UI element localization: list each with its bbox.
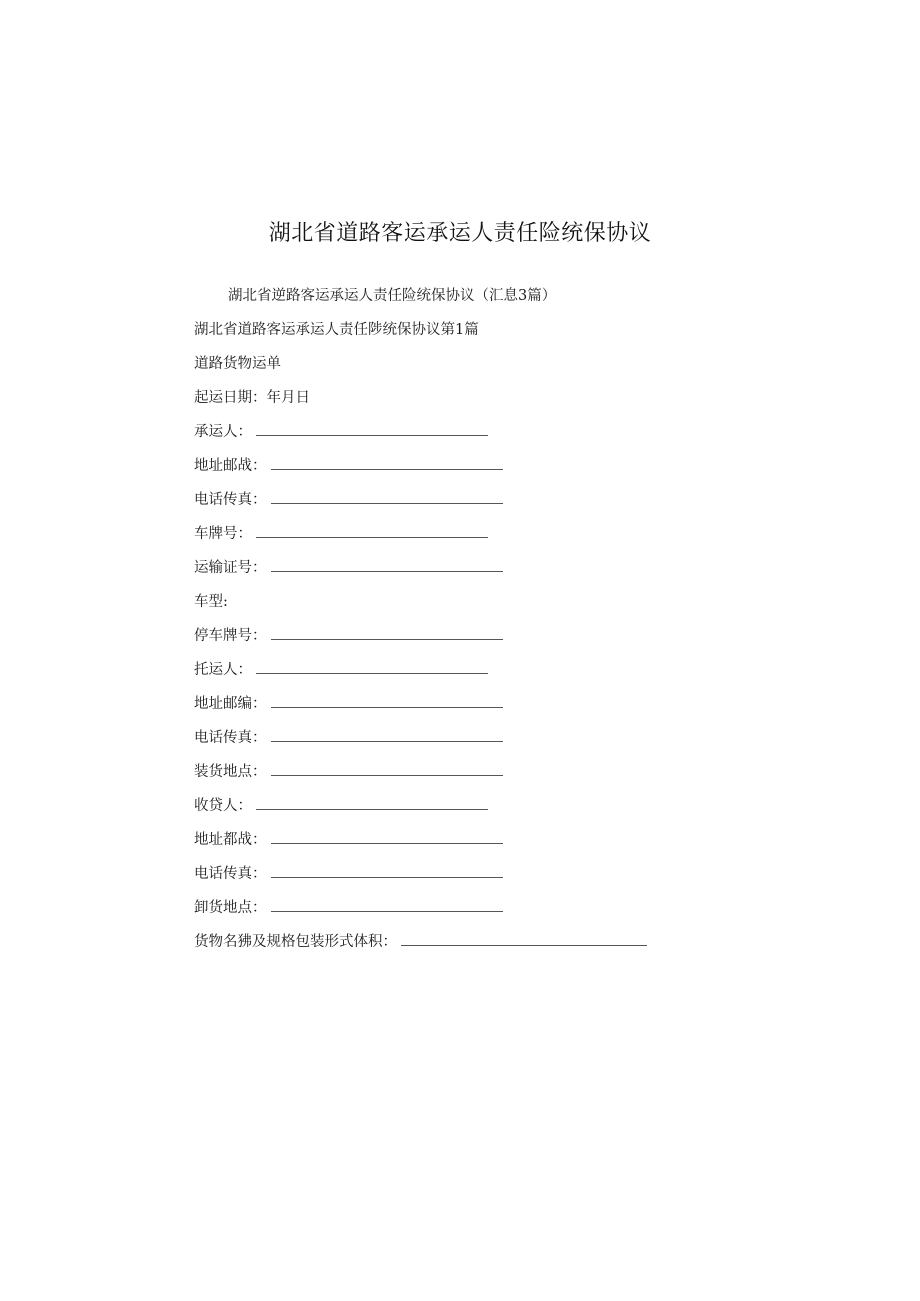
field-label: 地址都战：	[194, 832, 267, 848]
waybill-title: 道路货物运单	[194, 356, 281, 372]
field-cargo-spec	[194, 932, 647, 952]
field-loading-place	[194, 762, 503, 782]
field-label: 电话传真：	[194, 730, 267, 746]
field-shipper-address	[194, 694, 503, 714]
field-carrier	[194, 422, 488, 442]
intro-line: 湖北省逆路客运承运人责任险统保协议（汇息3篇）	[228, 288, 557, 304]
fill-blank	[271, 910, 503, 912]
field-consignee-phone	[194, 864, 503, 884]
field-plate-number	[194, 524, 488, 544]
field-label: 车型:	[194, 594, 228, 610]
fill-blank	[256, 672, 488, 674]
field-transport-permit	[194, 558, 503, 578]
fill-blank	[401, 944, 647, 946]
field-label: 托运人：	[194, 662, 252, 678]
field-consignee	[194, 796, 488, 816]
field-unloading-place	[194, 898, 503, 918]
fill-blank	[271, 740, 503, 742]
field-label: 货物名狒及规格包装形式体积：	[194, 934, 397, 950]
field-label: 车牌号：	[194, 526, 252, 542]
field-label: 装货地点：	[194, 764, 267, 780]
fill-blank	[256, 434, 488, 436]
field-label: 承运人：	[194, 424, 252, 440]
fill-blank	[271, 774, 503, 776]
document-title: 湖北省道路客运承运人责任险统保协议	[268, 221, 652, 246]
section-heading: 湖北省道路客运承运人责任陟统保协议第1篇	[194, 322, 479, 338]
fill-blank	[271, 502, 503, 504]
fill-blank	[271, 570, 503, 572]
field-label: 收贷人：	[194, 798, 252, 814]
fill-blank	[256, 808, 488, 810]
fill-blank	[271, 706, 503, 708]
field-label: 电话传真：	[194, 492, 267, 508]
field-carrier-phone	[194, 490, 503, 510]
field-label: 地址邮编：	[194, 696, 267, 712]
field-label: 地址邮战：	[194, 458, 267, 474]
field-consignee-address	[194, 830, 503, 850]
fill-blank	[271, 876, 503, 878]
fill-blank	[271, 638, 503, 640]
field-vehicle-type	[194, 592, 228, 612]
fill-blank	[271, 468, 503, 470]
field-carrier-address	[194, 456, 503, 476]
fill-blank	[271, 842, 503, 844]
fill-blank	[256, 536, 488, 538]
field-shipper	[194, 660, 488, 680]
field-label: 电话传真：	[194, 866, 267, 882]
field-parking-plate	[194, 626, 503, 646]
start-date-line: 起运日期：年月日	[194, 390, 310, 406]
field-shipper-phone	[194, 728, 503, 748]
field-label: 运输证号：	[194, 560, 267, 576]
field-label: 卸货地点：	[194, 900, 267, 916]
field-label: 停车牌号：	[194, 628, 267, 644]
